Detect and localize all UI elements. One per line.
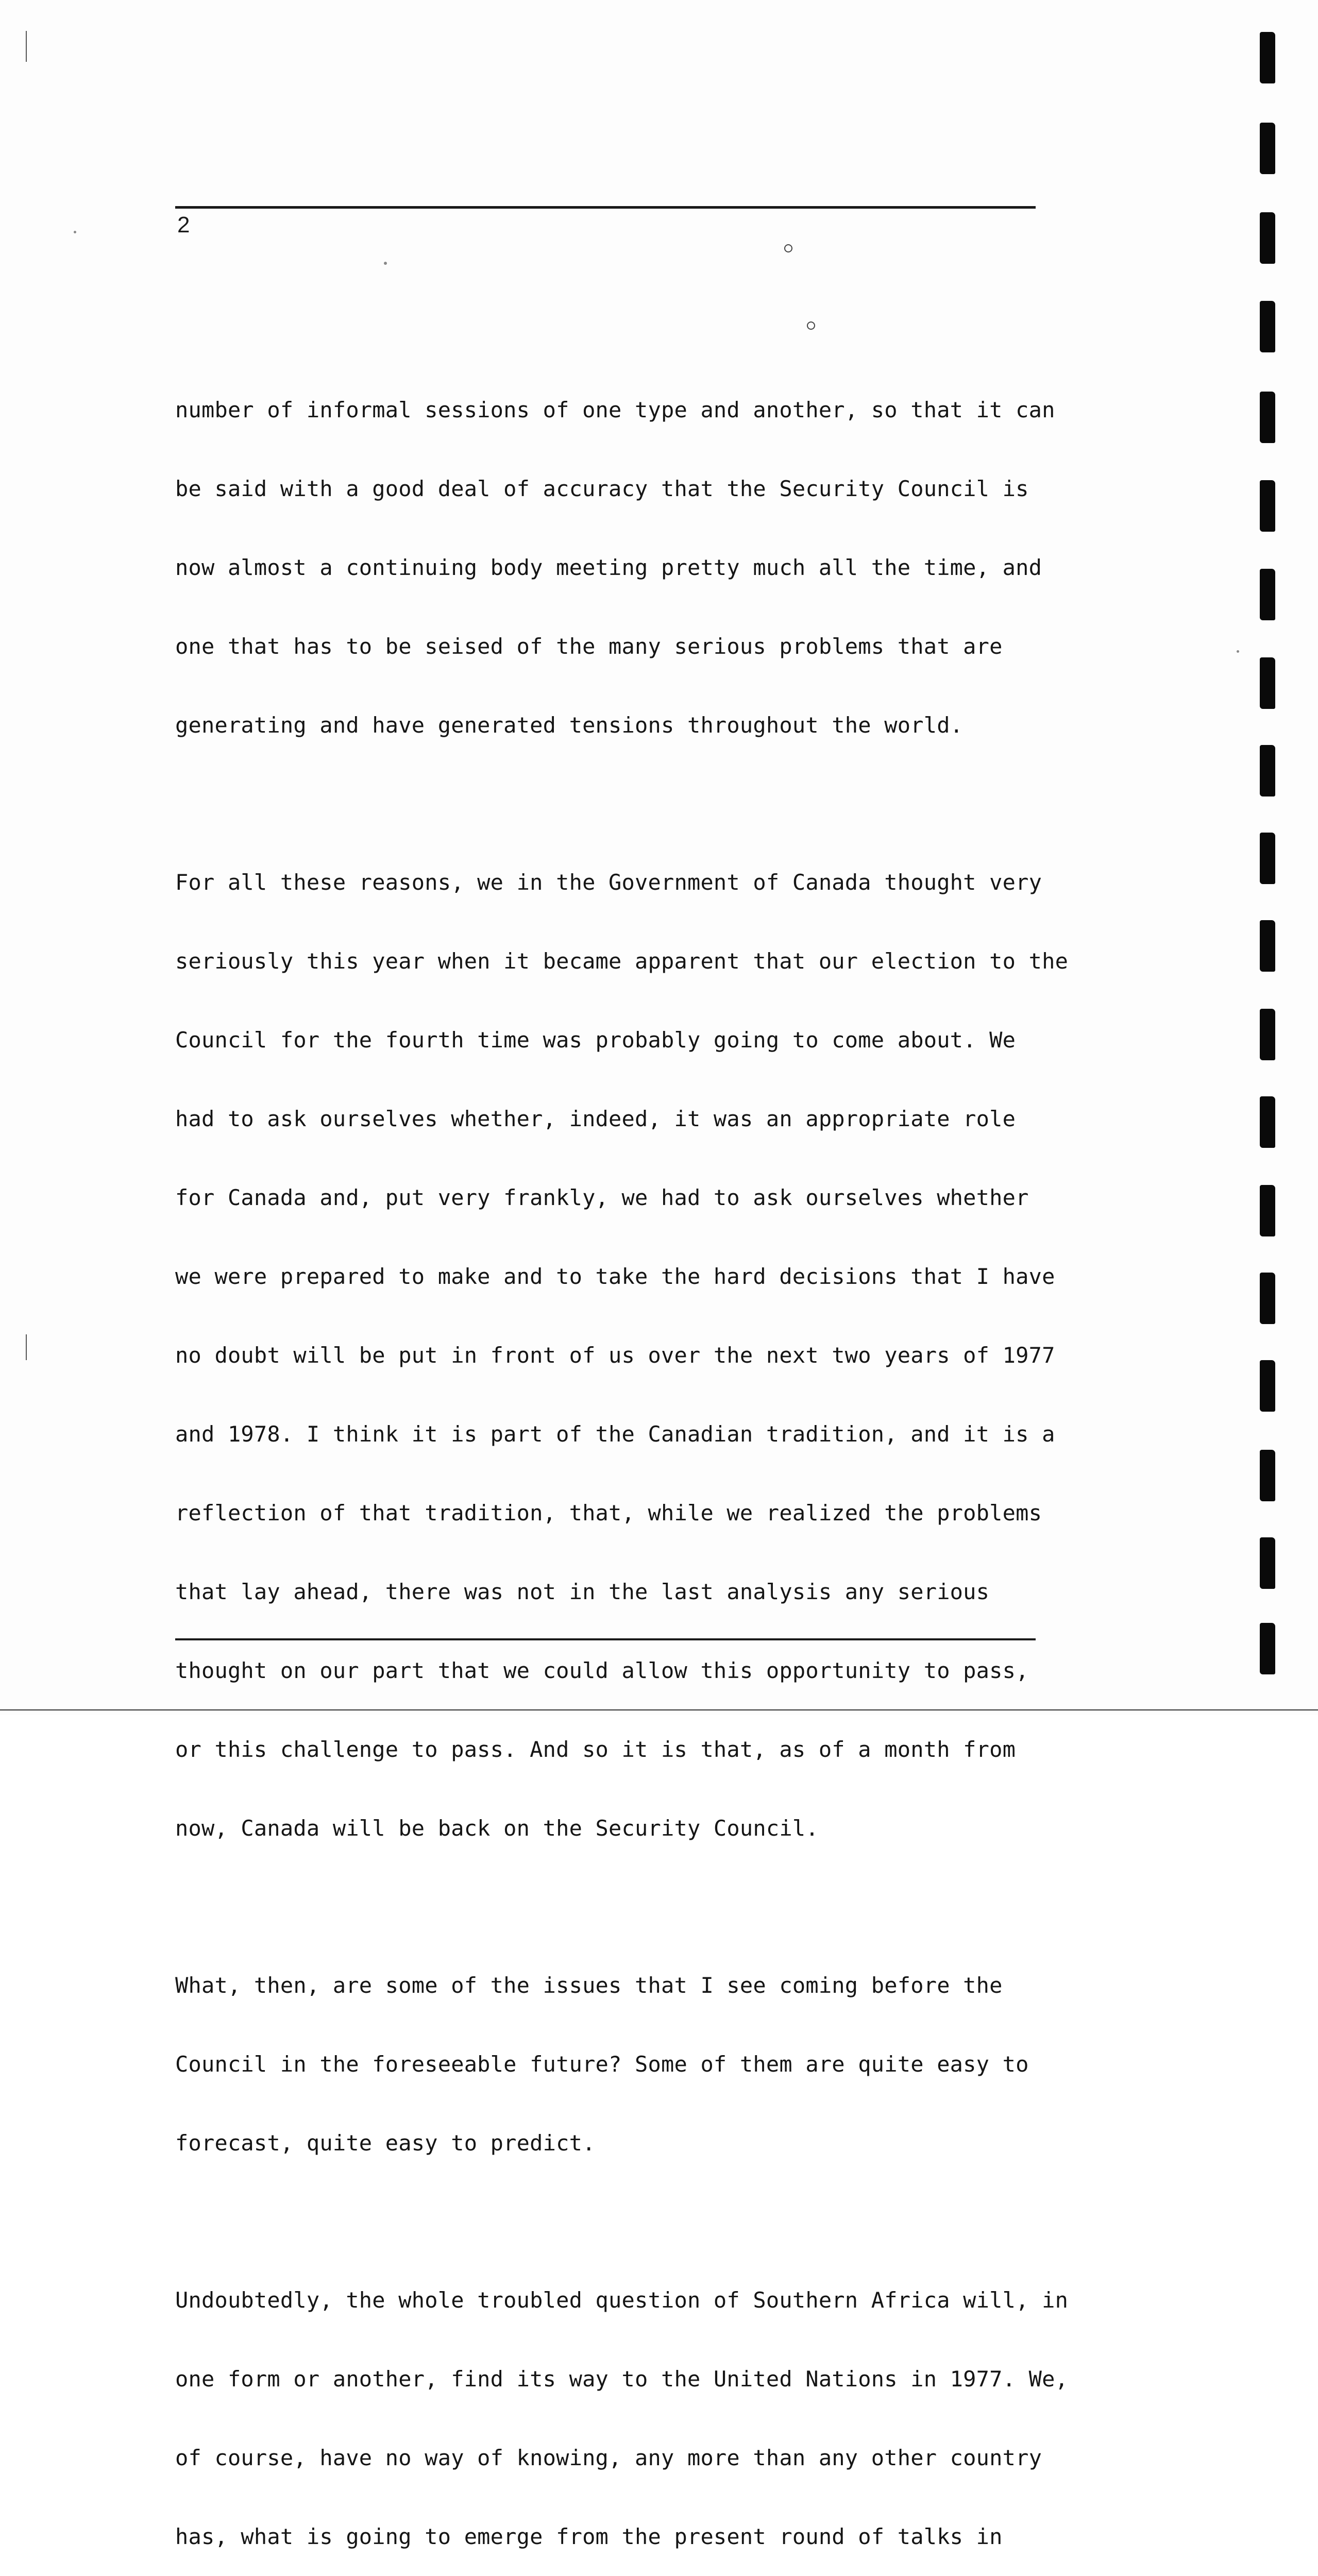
footer-rule bbox=[175, 1638, 1036, 1640]
text-line: and 1978. I think it is part of the Canadian tradition, and it is a bbox=[175, 1421, 1055, 1447]
binding-mark bbox=[1260, 392, 1275, 443]
text-line: reflection of that tradition, that, while we realized the problems bbox=[175, 1500, 1042, 1526]
binding-mark bbox=[1260, 123, 1275, 174]
text-line: we were prepared to make and to take the hard decisions that I have bbox=[175, 1264, 1055, 1289]
text-line: forecast, quite easy to predict. bbox=[175, 2130, 596, 2156]
scan-speck bbox=[784, 244, 792, 252]
text-line: for Canada and, put very frankly, we had to ask ourselves whether bbox=[175, 1185, 1029, 1210]
scan-edge-line bbox=[26, 1334, 27, 1360]
text-line: that lay ahead, there was not in the last analysis any serious bbox=[175, 1579, 990, 1604]
binding-mark bbox=[1260, 1450, 1275, 1501]
text-line: of course, have no way of knowing, any more than any other country bbox=[175, 2445, 1042, 2470]
binding-mark bbox=[1260, 1185, 1275, 1236]
binding-mark bbox=[1260, 1537, 1275, 1589]
binding-mark bbox=[1260, 657, 1275, 709]
paragraph-1 bbox=[175, 344, 1061, 791]
binding-mark bbox=[1260, 745, 1275, 796]
scan-dot bbox=[74, 231, 76, 233]
binding-mark bbox=[1260, 32, 1275, 83]
text-line: one that has to be seised of the many serious problems that are bbox=[175, 634, 1003, 659]
binding-marks bbox=[1260, 0, 1296, 1715]
body-text bbox=[175, 344, 1069, 2576]
text-line: now, Canada will be back on the Security Council. bbox=[175, 1816, 819, 1841]
text-line: seriously this year when it became apparent that our election to the bbox=[175, 948, 1069, 974]
scan-dot bbox=[384, 262, 387, 265]
text-line: had to ask ourselves whether, indeed, it was an appropriate role bbox=[175, 1106, 1016, 1131]
text-line: now almost a continuing body meeting pretty much all the time, and bbox=[175, 555, 1042, 580]
text-line: number of informal sessions of one type and another, so that it can bbox=[175, 397, 1055, 422]
text-line: Council in the foreseeable future? Some of them are quite easy to bbox=[175, 2052, 1029, 2077]
binding-mark bbox=[1260, 212, 1275, 264]
text-line: What, then, are some of the issues that I see coming before the bbox=[175, 1973, 1003, 1998]
binding-mark bbox=[1260, 1009, 1275, 1060]
text-line: no doubt will be put in front of us over the next two years of 1977 bbox=[175, 1343, 1055, 1368]
paragraph-4 bbox=[175, 2234, 1069, 2576]
binding-mark bbox=[1260, 833, 1275, 884]
text-line: one form or another, find its way to the United Nations in 1977. We, bbox=[175, 2366, 1069, 2392]
paragraph-2 bbox=[175, 817, 1069, 1894]
text-line: thought on our part that we could allow this opportunity to pass, bbox=[175, 1658, 1029, 1683]
binding-mark bbox=[1260, 1096, 1275, 1148]
text-line: has, what is going to emerge from the present round of talks in bbox=[175, 2524, 1003, 2549]
text-line: be said with a good deal of accuracy that the Security Council is bbox=[175, 476, 1029, 501]
binding-mark bbox=[1260, 920, 1275, 972]
text-line: generating and have generated tensions throughout the world. bbox=[175, 713, 964, 738]
binding-mark bbox=[1260, 1360, 1275, 1412]
binding-mark bbox=[1260, 1273, 1275, 1324]
binding-mark bbox=[1260, 569, 1275, 620]
binding-mark bbox=[1260, 1623, 1275, 1674]
page-number: 2 bbox=[177, 212, 190, 238]
header-rule bbox=[175, 206, 1036, 209]
binding-mark bbox=[1260, 301, 1275, 352]
text-line: Council for the fourth time was probably going to come about. We bbox=[175, 1027, 1016, 1053]
text-line: For all these reasons, we in the Government of Canada thought very bbox=[175, 870, 1042, 895]
binding-mark bbox=[1260, 480, 1275, 532]
paragraph-3 bbox=[175, 1920, 1061, 2209]
scan-edge-line bbox=[26, 31, 27, 62]
text-line: or this challenge to pass. And so it is that, as of a month from bbox=[175, 1737, 1016, 1762]
scan-dot bbox=[1237, 650, 1239, 653]
scan-speck bbox=[807, 321, 815, 330]
text-line: Undoubtedly, the whole troubled question of Southern Africa will, in bbox=[175, 2287, 1069, 2313]
